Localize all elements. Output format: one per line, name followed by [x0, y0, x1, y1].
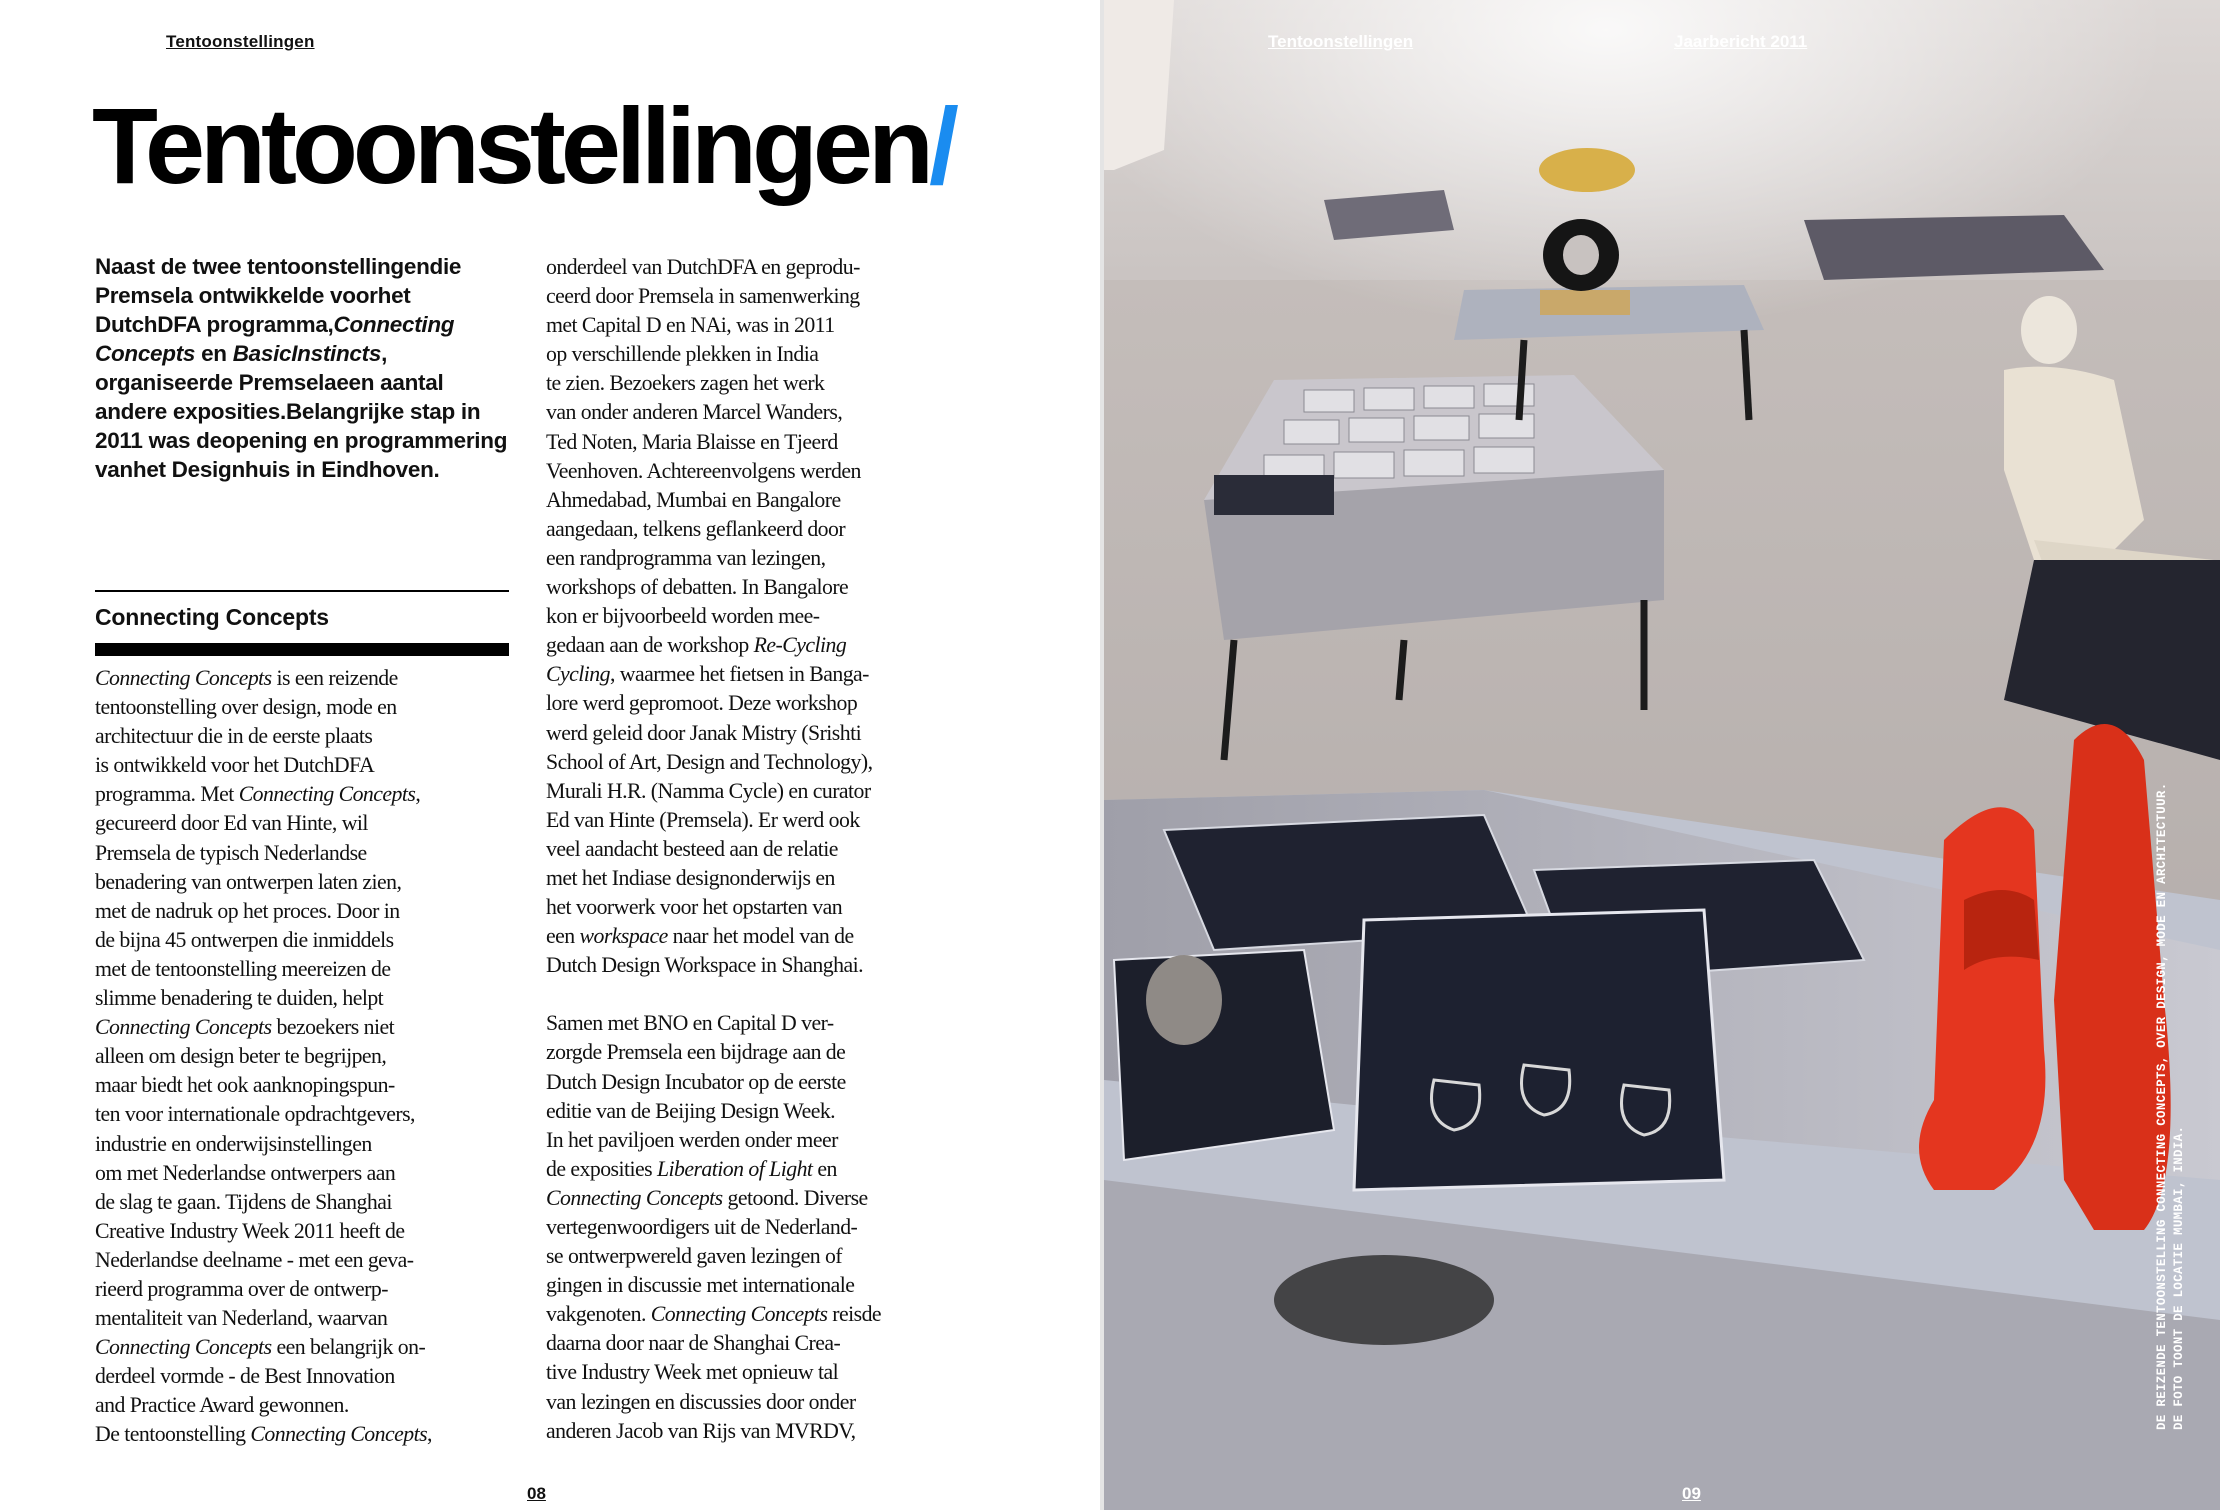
body-line: School of Art, Design and Technology), [546, 749, 873, 774]
body-line: benadering van ontwerpen laten zien, [95, 869, 402, 894]
intro-line: Connecting Concepts en Basic [95, 312, 455, 366]
caption-line-1: DE REIZENDE TENTOONSTELLING CONNECTING CONCEPTS, OVER DESIGN, MODE EN ARCHITECTUUR. [2155, 782, 2169, 1430]
intro-line: het DutchDFA programma, [95, 283, 411, 337]
body-line: van lezingen en discussies door onder [546, 1389, 856, 1414]
photo-caption [2154, 750, 2188, 1430]
section-heading: Connecting Concepts [95, 604, 329, 630]
body-line: industrie en onderwijsinstellingen [95, 1131, 372, 1156]
hanging-textile [1104, 0, 1174, 170]
body-line: programma. Met Connecting Concepts, [95, 782, 421, 807]
report-label: Jaarbericht 2011 [1674, 32, 1808, 51]
floor-shadow [1274, 1255, 1494, 1345]
intro-line: een aantal andere exposities. [95, 370, 444, 424]
body-line: se ontwerpwereld gaven lezingen of [546, 1244, 843, 1269]
body-line: maar biedt het ook aanknopingspun- [95, 1073, 395, 1098]
italic-title: Instincts [291, 341, 382, 366]
page-number-right: 09 [1682, 1484, 1701, 1503]
italic-title: Connecting Concepts [238, 782, 416, 807]
body-line: de slag te gaan. Tijdens de Shanghai [95, 1189, 392, 1214]
body-line: mentaliteit van Nederland, waarvan [95, 1306, 388, 1331]
body-line: kon er bijvoorbeeld worden mee- [546, 604, 820, 629]
body-line: Premsela de typisch Nederlandse [95, 840, 367, 865]
body-line: vakgenoten. Connecting Concepts reisde [546, 1302, 882, 1327]
body-line: De tentoonstelling Connecting Concepts, [95, 1422, 432, 1447]
crumpled-object [1146, 955, 1222, 1045]
pig-base [1540, 290, 1630, 315]
body-line: om met Nederlandse ontwerpers aan [95, 1160, 396, 1185]
intro-line: het Designhuis in Eindhoven. [132, 457, 440, 482]
intro-line: die Premsela ontwikkelde voor [95, 254, 462, 308]
body-line: lore werd gepromoot. Deze workshop [546, 691, 858, 716]
body-line: Ed van Hinte (Premsela). Er werd ook [546, 807, 860, 832]
right-page [1104, 0, 2220, 1510]
body-line: werd geleid door Janak Mistry (Srishti [546, 720, 862, 745]
italic-title: Connecting Concepts [95, 1015, 272, 1040]
intro-line: Naast de twee tentoonstellingen [95, 254, 430, 279]
body-line: gedaan aan de workshop Re-Cycling [546, 633, 847, 658]
body-line: Dutch Design Incubator op de eerste [546, 1069, 846, 1094]
body-line: tentoonstelling over design, mode en [95, 695, 397, 720]
italic-title: Connecting Concepts [95, 1335, 272, 1360]
body-line: Dutch Design Workspace in Shanghai. [546, 953, 863, 978]
body-line: te zien. Bezoekers zagen het werk [546, 371, 825, 396]
body-line: Connecting Concepts bezoekers niet [95, 1015, 395, 1040]
italic-title: Connecting Concepts [546, 1185, 723, 1210]
italic-title: Re-Cycling [753, 633, 847, 658]
body-line: and Practice Award gewonnen. [95, 1393, 349, 1418]
page-title [92, 85, 954, 206]
page-title-text: Tentoonstellingen [92, 85, 929, 206]
body-line: In het paviljoen werden onder meer [546, 1127, 838, 1152]
page-number-left: 08 [527, 1484, 546, 1503]
body-line: vertegenwoordigers uit de Nederland- [546, 1215, 858, 1239]
body-line: met de nadruk op het proces. Door in [95, 898, 400, 923]
back-table-right [1804, 215, 2104, 280]
intro-line: Belangrijke stap in 2011 was de [95, 399, 481, 453]
exhibition-photo [1104, 0, 2220, 1510]
running-head-left: Tentoonstellingen [166, 32, 315, 51]
body-line: de exposities Liberation of Light en [546, 1156, 837, 1181]
intro-paragraph [95, 252, 515, 484]
body-line: Ahmedabad, Mumbai en Bangalore [546, 487, 841, 512]
tire-hole [1563, 235, 1599, 275]
body-line: ten voor internationale opdrachtgevers, [95, 1102, 415, 1127]
body-line: tive Industry Week met opnieuw tal [546, 1360, 839, 1385]
italic-title: Cycling [546, 662, 610, 687]
italic-title: Connecting Concepts [95, 312, 455, 366]
body-line: veel aandacht besteed aan de relatie [546, 836, 838, 861]
body-line: met het Indiase designonderwijs en [546, 865, 835, 890]
body-line: het voorwerk voor het opstarten van [546, 895, 843, 920]
body-line: gecureerd door Ed van Hinte, wil [95, 811, 368, 836]
body-line: rieerd programma over de ontwerp- [95, 1276, 388, 1301]
body-line: alleen om design beter te begrijpen, [95, 1044, 387, 1069]
body-column-1 [95, 664, 515, 1450]
body-line: de bijna 45 ontwerpen die inmiddels [95, 927, 394, 952]
body-line: van onder anderen Marcel Wanders, [546, 400, 843, 425]
body-line: Connecting Concepts getoond. Diverse [546, 1185, 868, 1210]
body-line: aangedaan, telkens geflankeerd door [546, 516, 846, 541]
body-line: daarna door naar de Shanghai Crea- [546, 1331, 841, 1356]
running-head-right: Tentoonstellingen [1268, 32, 1414, 51]
body-line: onderdeel van DutchDFA en geprodu- [546, 255, 860, 279]
section-divider-thick [95, 643, 509, 656]
intro-line: Instincts, organiseerde Premsela [95, 341, 388, 395]
italic-title: Connecting Concepts [650, 1302, 828, 1327]
body-line: Connecting Concepts een belangrijk on- [95, 1335, 426, 1360]
body-line: Samen met BNO en Capital D ver- [546, 1011, 834, 1036]
italic-title: workspace [579, 924, 668, 949]
title-slash: / [928, 85, 954, 206]
body-line: workshops of debatten. In Bangalore [546, 575, 849, 600]
display-case-glass [1354, 910, 1724, 1190]
section-divider-thin [95, 590, 509, 592]
body-line: gingen in discussie met internationale [546, 1273, 855, 1298]
body-line: zorgde Premsela een bijdrage aan de [546, 1040, 846, 1065]
body-line: is ontwikkeld voor het DutchDFA [95, 753, 375, 778]
dark-book [1214, 475, 1334, 515]
italic-title: Connecting Concepts [250, 1422, 428, 1447]
body-line: Creative Industry Week 2011 heeft de [95, 1218, 405, 1243]
mannequin-head [2021, 296, 2077, 364]
body-line: Veenhoven. Achtereenvolgens werden [546, 458, 861, 483]
left-page [0, 0, 1100, 1510]
body-line: anderen Jacob van Rijs van MVRDV, [546, 1418, 856, 1443]
italic-title: Basic [232, 341, 292, 366]
body-line: architectuur die in de eerste plaats [95, 724, 373, 749]
body-line: met Capital D en NAi, was in 2011 [546, 313, 835, 338]
italic-title: Liberation of Light [656, 1156, 813, 1181]
body-line: op verschillende plekken in India [546, 342, 819, 367]
body-line: slimme benadering te duiden, helpt [95, 986, 384, 1011]
body-line: een workspace naar het model van de [546, 924, 854, 949]
body-line: Connecting Concepts is een reizende [95, 666, 398, 690]
body-column-2 [546, 253, 966, 1446]
body-line: met de tentoonstelling meereizen de [95, 956, 391, 981]
golden-pig [1539, 148, 1635, 192]
body-line: editie van de Beijing Design Week. [546, 1098, 836, 1123]
body-line: Murali H.R. (Namma Cycle) en curator [546, 778, 871, 803]
body-line: Cycling, waarmee het fietsen in Banga- [546, 662, 869, 687]
body-line: Ted Noten, Maria Blaisse en Tjeerd [546, 429, 838, 454]
body-line: derdeel vormde - de Best Innovation [95, 1364, 395, 1389]
caption-line-2: DE FOTO TOONT DE LOCATIE MUMBAI, INDIA. [2172, 1125, 2186, 1430]
display-case-left [1114, 950, 1334, 1160]
paragraph-gap [546, 980, 966, 1009]
body-line: Nederlandse deelname - met een geva- [95, 1247, 414, 1272]
italic-title: Connecting Concepts [95, 666, 272, 690]
intro-line: opening en programmering van [95, 428, 508, 482]
body-line: ceerd door Premsela in samenwerking [546, 284, 860, 309]
body-line: een randprogramma van lezingen, [546, 545, 826, 570]
